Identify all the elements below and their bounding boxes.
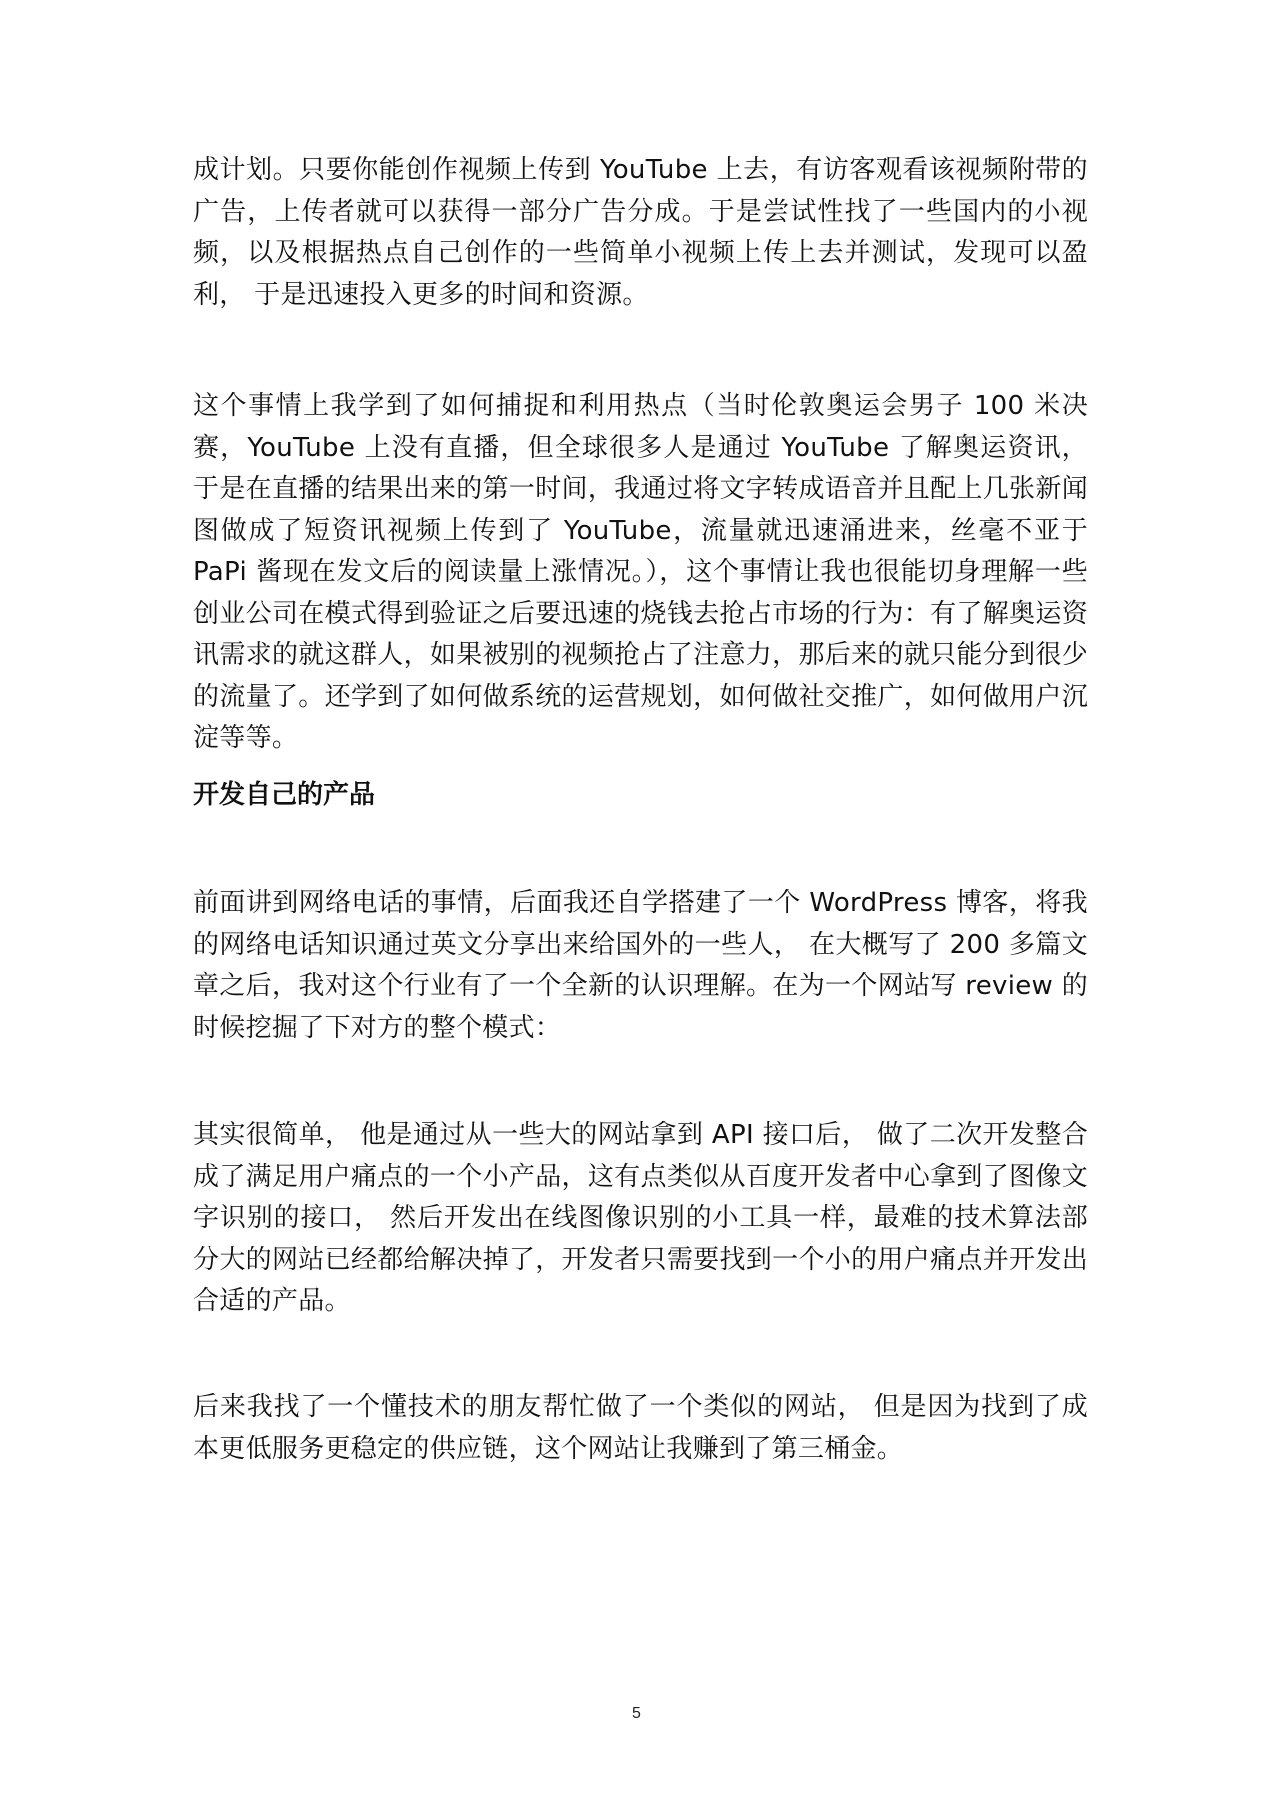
- paragraph-youtube-plan: 成计划。只要你能创作视频上传到 YouTube 上去，有访客观看该视频附带的广告，上传者就可以获得一部分广告分成。于是尝试性找了一些国内的小视频，以及根据热点自己创作的一些简单小视频上传上去并测试，发现可以盈利， 于是迅速投入更多的时间和资源。: [193, 155, 1088, 310]
- page-number: 5: [632, 1705, 641, 1722]
- paragraph-api-product: 其实很简单， 他是通过从一些大的网站拿到 API 接口后， 做了二次开发整合成了满足用户痛点的一个小产品，这有点类似从百度开发者中心拿到了图像文字识别的接口， 然后开发出在线图像识别的小工具一样，最难的技术算法部分大的网站已经都给解决掉了，开发者只需要找到一个小的用户痛点并开发出合适的产品。: [193, 1120, 1088, 1316]
- section-heading: 开发自己的产品: [193, 780, 376, 810]
- paragraph-third-pot-of-gold: 后来我找了一个懂技术的朋友帮忙做了一个类似的网站， 但是因为找到了成本更低服务更稳定的供应链，这个网站让我赚到了第三桶金。: [193, 1392, 1088, 1464]
- paragraph-hot-topics: 这个事情上我学到了如何捕捉和利用热点（当时伦敦奥运会男子 100 米决赛，YouTube 上没有直播，但全球很多人是通过 YouTube 了解奥运资讯，于是在直播的结果出来的第一时间，我通过将文字转成语音并且配上几张新闻图做成了短资讯视频上传到了 YouTube，流量就迅速涌进来，丝毫不亚于 PaPi 酱现在发文后的阅读量上涨情况。），这个事情让我也很能切身理解一些创业公司在模式得到验证之后要迅速的烧钱去抢占市场的行为：有了解奥运资讯需求的就这群人，如果被别的视频抢占了注意力，那后来的就只能分到很少的流量了。还学到了如何做系统的运营规划，如何做社交推广，如何做用户沉淀等等。: [193, 391, 1088, 753]
- paragraph-wordpress-blog: 前面讲到网络电话的事情，后面我还自学搭建了一个 WordPress 博客，将我的网络电话知识通过英文分享出来给国外的一些人， 在大概写了 200 多篇文章之后，我对这个行业有了一个全新的认识理解。在为一个网站写 review 的时候挖掘了下对方的整个模式：: [193, 888, 1088, 1043]
